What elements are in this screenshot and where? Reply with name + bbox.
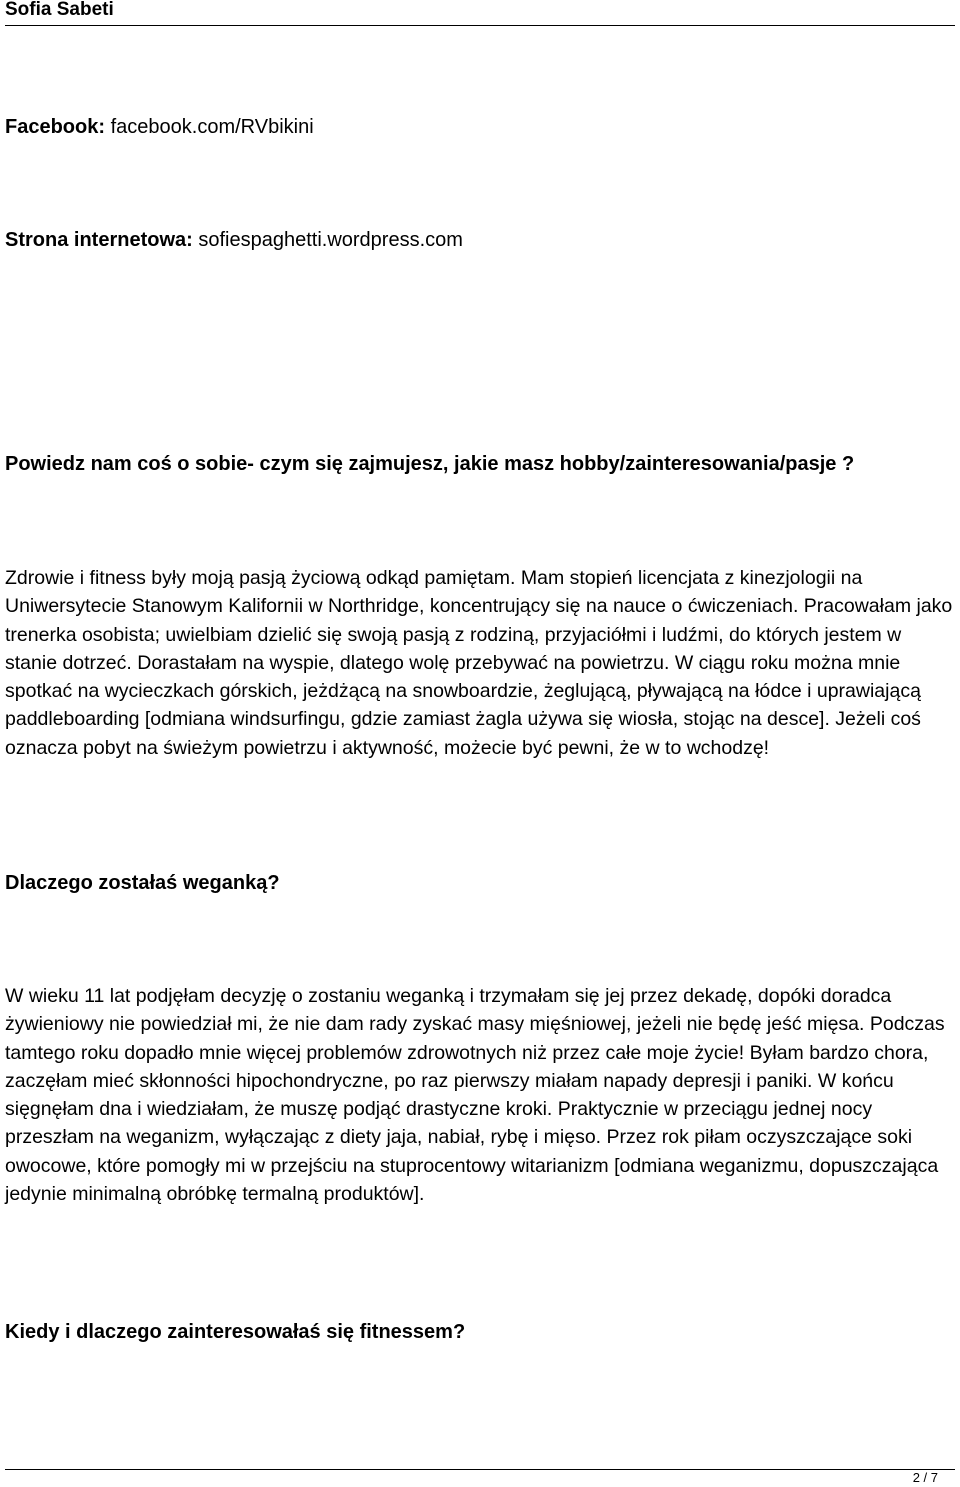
footer-divider: [5, 1469, 955, 1470]
page-number: 2 / 7: [912, 1470, 938, 1485]
facebook-value: facebook.com/RVbikini: [110, 116, 314, 138]
question-hobbies: Powiedz nam coś o sobie- czym się zajmujesz, jakie masz hobby/zainteresowania/pasje ?: [5, 453, 855, 475]
website-label: Strona internetowa:: [5, 229, 193, 251]
document-header-title: Sofia Sabeti: [5, 0, 114, 20]
question-vegan: Dlaczego zostałaś weganką?: [5, 872, 280, 894]
answer-hobbies: Zdrowie i fitness były moją pasją życiową odkąd pamiętam. Mam stopień licencjata z kinezjologii na Uniwersytecie Stanowym Kalifornii w Northridge, koncentrujący się na nauce o ćwiczeniach. Pracowałam jako trenerka osobista; uwielbiam dzielić się swoją pasją z rodziną, przyjaciółmi i ludźmi, do których jestem w stanie dotrzeć. Dorastałam na wyspie, dlatego wolę przebywać na powietrzu. W ciągu roku można mnie spotkać na wycieczkach górskich, jeżdżącą na snowboardzie, żeglującą, pływającą na łódce i uprawiającą paddleboarding [odmiana windsurfingu, gdzie zamiast żagla używa się wiosła, stojąc na desce]. Jeżeli coś oznacza pobyt na świeżym powietrzu i aktywność, możecie być pewni, że w to wchodzę!: [5, 567, 953, 759]
website-value: sofiespaghetti.wordpress.com: [198, 229, 463, 251]
question-fitness: Kiedy i dlaczego zainteresowałaś się fitnessem?: [5, 1321, 466, 1343]
header-divider: [5, 25, 955, 26]
website-line: [5, 228, 463, 252]
answer-vegan: W wieku 11 lat podjęłam decyzję o zostaniu weganką i trzymałam się jej przez dekadę, dopóki doradca żywieniowy nie powiedział mi, że nie dam rady zyskać masy mięśniowej, jeżeli nie będę jeść mięsa. Podczas tamtego roku dopadło mnie więcej problemów zdrowotnych niż przez całe moje życie! Byłam bardzo chora, zaczęłam mieć skłonności hipochondryczne, po raz pierwszy miałam napady depresji i paniki. W końcu sięgnęłam dna i wiedziałam, że muszę podjąć drastyczne kroki. Praktycznie w przeciągu jednej nocy przeszłam na weganizm, wyłączając z diety jaja, nabiał, rybę i mięso. Przez rok piłam oczyszczające soki owocowe, które pomogły mi w przejściu na stuprocentowy witarianizm [odmiana weganizmu, dopuszczająca jedynie minimalną obróbkę termalną produktów].: [5, 985, 945, 1206]
facebook-line: [5, 115, 314, 139]
facebook-label: Facebook:: [5, 116, 106, 138]
